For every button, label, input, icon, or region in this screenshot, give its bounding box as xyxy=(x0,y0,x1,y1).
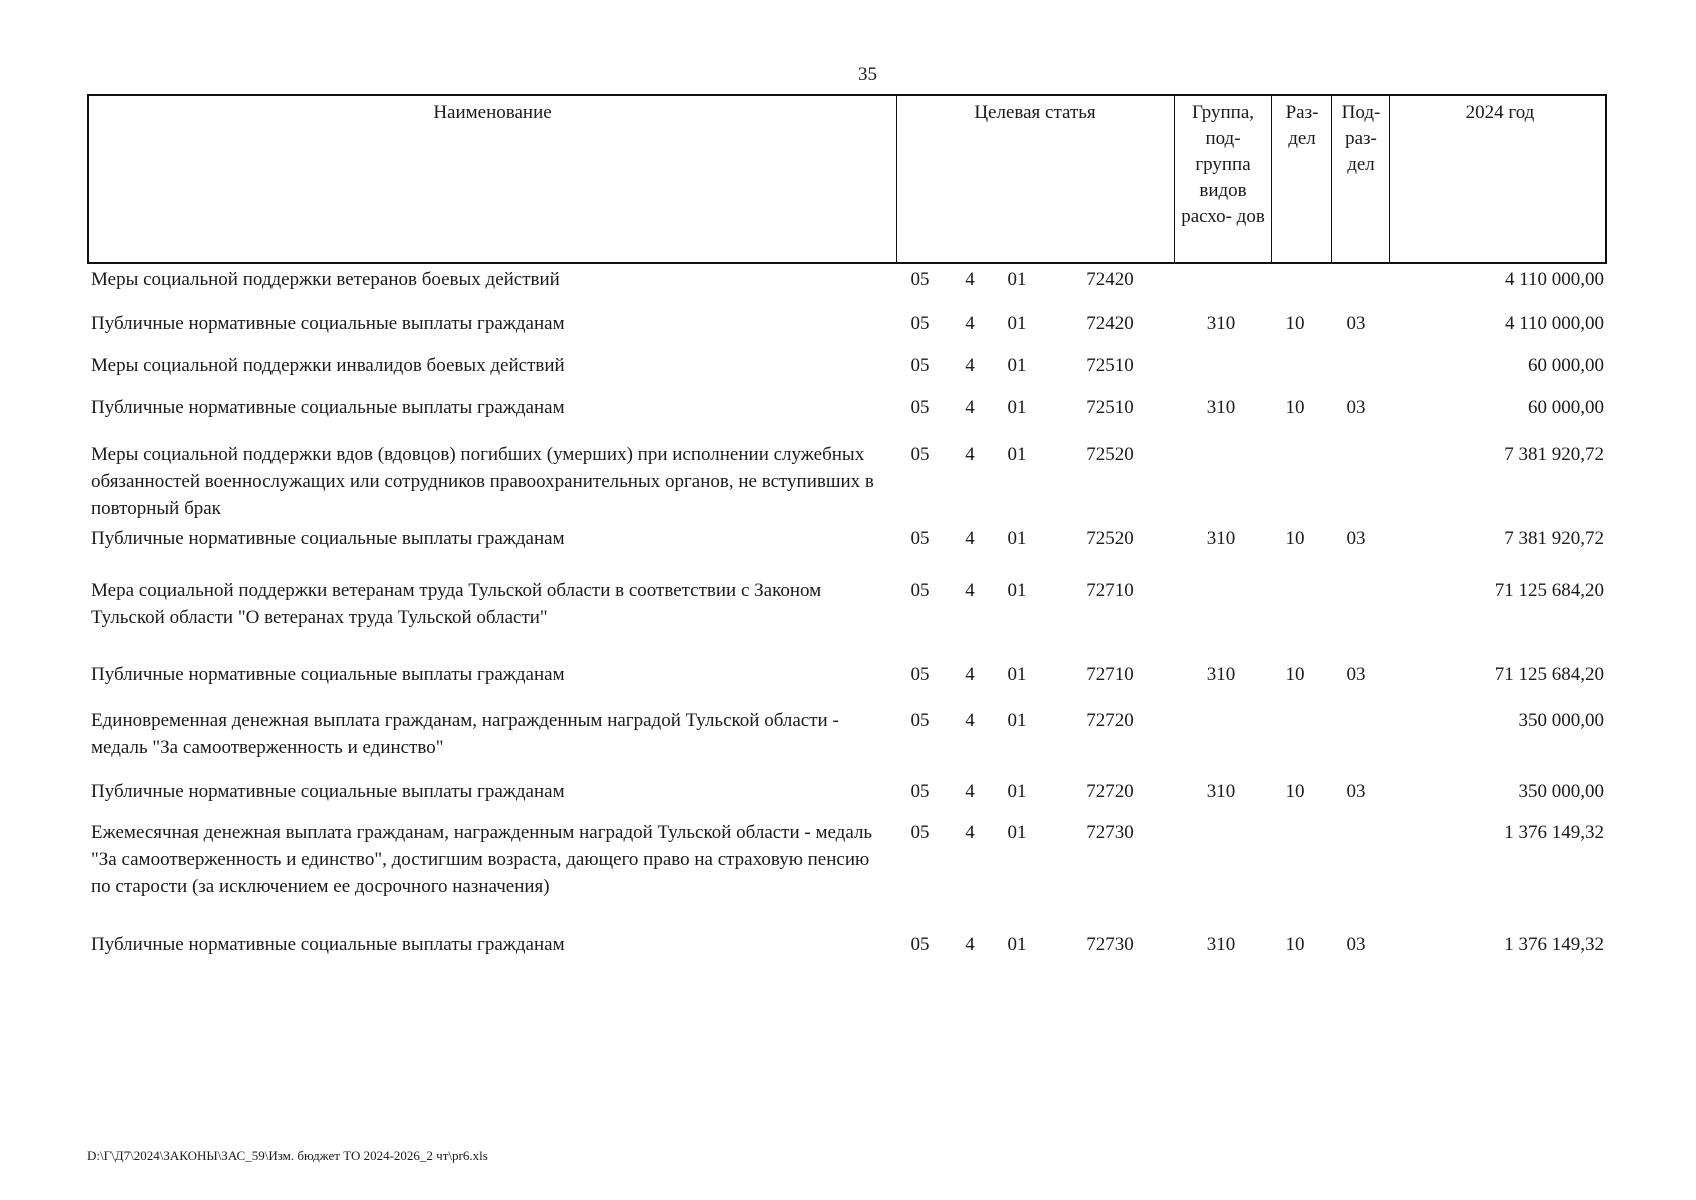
row-group: 310 xyxy=(1206,934,1236,955)
row-target-code-4: 72720 xyxy=(1086,781,1134,802)
row-target-code-2: 4 xyxy=(965,397,975,418)
row-name: Единовременная денежная выплата гражданам, награжденным наградой Тульской области - медаль "За самоотверженность и единство" xyxy=(91,710,839,758)
header-year: 2024 год xyxy=(1465,102,1535,123)
row-target-code-4: 72720 xyxy=(1086,710,1134,731)
table-header xyxy=(87,94,1607,264)
row-target-code-1: 05 xyxy=(910,528,930,549)
row-target-code-1: 05 xyxy=(910,580,930,601)
row-target-code-2: 4 xyxy=(965,580,975,601)
row-amount: 1 376 149,32 xyxy=(1504,822,1604,843)
row-target-code-1: 05 xyxy=(910,781,930,802)
row-section: 10 xyxy=(1285,781,1305,802)
row-amount: 7 381 920,72 xyxy=(1504,444,1604,465)
footer-file-path: D:\Г\Д7\2024\ЗАКОНЫ\ЗАС_59\Изм. бюджет ТО 2024-2026_2 чт\pr6.xls xyxy=(87,1148,488,1163)
row-target-code-4: 72510 xyxy=(1086,397,1134,418)
row-amount: 60 000,00 xyxy=(1528,397,1604,418)
row-section: 10 xyxy=(1285,313,1305,334)
row-target-code-2: 4 xyxy=(965,781,975,802)
row-name: Меры социальной поддержки ветеранов боевых действий xyxy=(91,269,560,290)
row-group: 310 xyxy=(1206,664,1236,685)
row-target-code-1: 05 xyxy=(910,934,930,955)
row-target-code-4: 72420 xyxy=(1086,269,1134,290)
row-target-code-2: 4 xyxy=(965,269,975,290)
row-target-code-1: 05 xyxy=(910,822,930,843)
row-subsection: 03 xyxy=(1346,664,1366,685)
header-subsection: Под- раз- дел xyxy=(1341,102,1381,175)
row-target-code-3: 01 xyxy=(1007,822,1027,843)
header-section: Раз- дел xyxy=(1285,102,1319,149)
row-amount: 71 125 684,20 xyxy=(1494,664,1604,685)
row-target-code-2: 4 xyxy=(965,528,975,549)
row-target-code-2: 4 xyxy=(965,355,975,376)
row-name: Публичные нормативные социальные выплаты гражданам xyxy=(91,528,565,549)
row-section: 10 xyxy=(1285,397,1305,418)
row-subsection: 03 xyxy=(1346,397,1366,418)
row-name: Мера социальной поддержки ветеранам труда Тульской области в соответствии с Законом Тульской области "О ветеранах труда Тульской области" xyxy=(91,580,822,628)
row-target-code-2: 4 xyxy=(965,710,975,731)
row-target-code-1: 05 xyxy=(910,444,930,465)
row-target-code-3: 01 xyxy=(1007,313,1027,334)
row-name: Публичные нормативные социальные выплаты гражданам xyxy=(91,934,565,955)
row-amount: 71 125 684,20 xyxy=(1494,580,1604,601)
row-target-code-1: 05 xyxy=(910,269,930,290)
row-section: 10 xyxy=(1285,528,1305,549)
row-name: Меры социальной поддержки вдов (вдовцов) погибших (умерших) при исполнении служебных обязанностей военнослужащих или сотрудников правоохранительных органов, не вступивших в повторный брак xyxy=(91,444,874,519)
row-subsection: 03 xyxy=(1346,528,1366,549)
row-group: 310 xyxy=(1206,397,1236,418)
header-target-article: Целевая статья xyxy=(974,102,1096,123)
row-target-code-4: 72730 xyxy=(1086,934,1134,955)
row-target-code-4: 72710 xyxy=(1086,580,1134,601)
row-section: 10 xyxy=(1285,664,1305,685)
row-target-code-3: 01 xyxy=(1007,355,1027,376)
header-divider xyxy=(1174,96,1175,262)
header-divider xyxy=(1271,96,1272,262)
row-target-code-3: 01 xyxy=(1007,444,1027,465)
row-name: Публичные нормативные социальные выплаты гражданам xyxy=(91,781,565,802)
row-group: 310 xyxy=(1206,781,1236,802)
row-target-code-1: 05 xyxy=(910,710,930,731)
row-target-code-1: 05 xyxy=(910,355,930,376)
row-amount: 350 000,00 xyxy=(1518,781,1604,802)
row-target-code-1: 05 xyxy=(910,397,930,418)
header-name: Наименование xyxy=(433,102,552,123)
row-name: Ежемесячная денежная выплата гражданам, награжденным наградой Тульской области - медаль "За самоотверженность и единство", достигшим возраста, дающего право на страховую пенсию по старости (за исключением ее досрочного назначения) xyxy=(91,822,873,897)
row-name: Публичные нормативные социальные выплаты гражданам xyxy=(91,397,565,418)
row-target-code-4: 72510 xyxy=(1086,355,1134,376)
row-target-code-3: 01 xyxy=(1007,397,1027,418)
row-target-code-4: 72710 xyxy=(1086,664,1134,685)
header-divider xyxy=(1389,96,1390,262)
row-subsection: 03 xyxy=(1346,313,1366,334)
row-target-code-4: 72420 xyxy=(1086,313,1134,334)
page-number: 35 xyxy=(858,64,877,85)
row-name: Публичные нормативные социальные выплаты гражданам xyxy=(91,664,565,685)
header-group: Группа, под- группа видов расхо- дов xyxy=(1181,102,1265,227)
row-amount: 1 376 149,32 xyxy=(1504,934,1604,955)
row-target-code-2: 4 xyxy=(965,444,975,465)
row-target-code-4: 72730 xyxy=(1086,822,1134,843)
header-divider xyxy=(1331,96,1332,262)
row-amount: 7 381 920,72 xyxy=(1504,528,1604,549)
row-target-code-3: 01 xyxy=(1007,269,1027,290)
row-name: Меры социальной поддержки инвалидов боевых действий xyxy=(91,355,565,376)
row-amount: 4 110 000,00 xyxy=(1504,269,1604,290)
row-subsection: 03 xyxy=(1346,781,1366,802)
row-target-code-3: 01 xyxy=(1007,710,1027,731)
row-target-code-3: 01 xyxy=(1007,528,1027,549)
row-name: Публичные нормативные социальные выплаты гражданам xyxy=(91,313,565,334)
row-target-code-2: 4 xyxy=(965,664,975,685)
row-target-code-3: 01 xyxy=(1007,781,1027,802)
row-target-code-3: 01 xyxy=(1007,580,1027,601)
row-target-code-3: 01 xyxy=(1007,664,1027,685)
row-target-code-2: 4 xyxy=(965,934,975,955)
row-amount: 350 000,00 xyxy=(1518,710,1604,731)
row-target-code-3: 01 xyxy=(1007,934,1027,955)
row-group: 310 xyxy=(1206,528,1236,549)
row-target-code-4: 72520 xyxy=(1086,444,1134,465)
row-subsection: 03 xyxy=(1346,934,1366,955)
row-target-code-2: 4 xyxy=(965,313,975,334)
row-target-code-1: 05 xyxy=(910,664,930,685)
row-group: 310 xyxy=(1206,313,1236,334)
row-amount: 60 000,00 xyxy=(1528,355,1604,376)
row-target-code-2: 4 xyxy=(965,822,975,843)
row-section: 10 xyxy=(1285,934,1305,955)
row-target-code-4: 72520 xyxy=(1086,528,1134,549)
row-target-code-1: 05 xyxy=(910,313,930,334)
row-amount: 4 110 000,00 xyxy=(1504,313,1604,334)
